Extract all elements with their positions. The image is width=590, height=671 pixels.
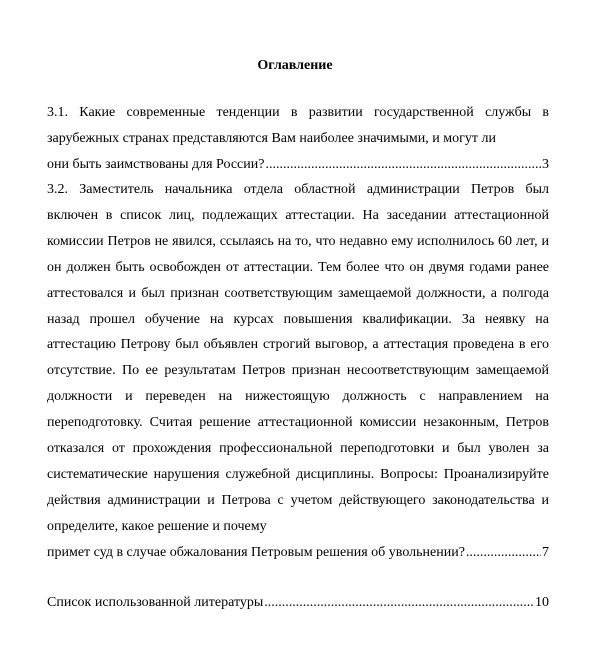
toc-page-number: 7 (542, 544, 549, 560)
toc-entry-text-end: Список использованной литературы (47, 595, 264, 610)
toc-entry-last-line (47, 152, 549, 178)
toc-entry-last-line (47, 591, 549, 615)
toc-entry-3-2[interactable] (47, 177, 549, 566)
toc-entry-text-end: примет суд в случае обжалования Петровым решения об увольнении? (47, 544, 465, 560)
toc-page-number: 10 (535, 595, 549, 610)
toc-entry-text: 3.2. Заместитель начальника отдела областной администрации Петров был включен в список лиц, подлежащих аттестации. На заседании аттестационной комиссии Петров не явился, ссылаясь на то, что недавно ему исполнилось 60 лет, и он должен быть освобожден от аттестации. Тем более что он двумя годами ранее аттестовался и был признан соответствующим замещаемой должности, а полгода назад прошел обучение на курсах повышения квалификации. За неявку на аттестацию Петрову был объявлен строгий выговор, а аттестация проведена в его отсутствие. По ее результатам Петров признан несоответствующим замещаемой должности и переведен на нижестоящую должность с направлением на переподготовку. Считая решение аттестационной комиссии незаконным, Петров отказался от прохождения профессиональной переподготовки и был уволен за систематические нарушения служебной дисциплины. Вопросы: Проанализируйте действия администрации и Петрова с учетом действующего законодательства и определите, какое решение и почему (47, 182, 549, 534)
toc-title: Оглавление (257, 58, 333, 73)
toc-entry-bibliography[interactable] (47, 591, 549, 615)
dot-leader (265, 152, 541, 178)
toc-entry-last-line (47, 540, 549, 566)
toc-page-number: 3 (542, 156, 549, 172)
toc-entry-3-1[interactable] (47, 100, 549, 178)
toc-entry-text: 3.1. Какие современные тенденции в развитии государственной службы в зарубежных странах представляются Вам наиболее значимыми, и могут ли (47, 105, 549, 146)
dot-leader (466, 540, 541, 566)
toc-entry-text-end: они быть заимствованы для России? (47, 156, 265, 172)
dot-leader (264, 591, 534, 615)
